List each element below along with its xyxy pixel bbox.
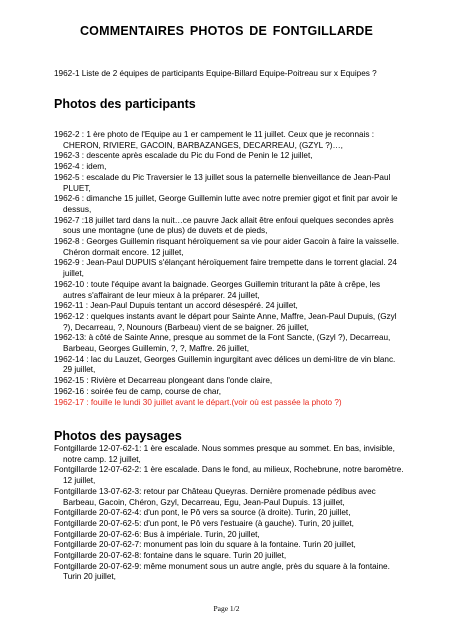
list-item: Fontgillarde 12-07-62-1: 1 ère escalade. Nous sommes presque au sommet. En bas, invisible, notre camp. 12 juillet, — [54, 444, 395, 464]
list-item: 1962-8 : Georges Guillemin risquant héroïquement sa vie pour aider Gacoin à faire la vaisselle. Chéron dormait encore. 12 juillet, — [54, 237, 399, 257]
list-item: 1962-5 : escalade du Pic Traversier le 13 juillet sous la paternelle bienveillance de Jean-Paul PLUET, — [54, 172, 391, 193]
list-item: Fontgillarde 20-07-62-7: monument pas loin du square à la fontaine. Turin 20 juillet, — [54, 540, 356, 550]
list-item: 1962-11 : Jean-Paul Dupuis tentant un accord désespéré. 24 juillet, — [54, 301, 298, 311]
list-item: 1962-3 : descente après escalade du Pic du Fond de Penin le 12 juillet, — [54, 151, 313, 161]
section-heading-participants: Photos des participants — [54, 97, 196, 111]
list-item: 1962-4 : idem, — [54, 162, 107, 172]
list-item: Fontgillarde 20-07-62-5: d'un pont, le Pô vers l'estuaire (à gauche). Turin, 20 juillet, — [54, 518, 354, 528]
section-heading-landscapes: Photos des paysages — [54, 429, 182, 443]
list-item: 1962-13: à côté de Sainte Anne, presque au sommet de la Font Sancte, (Gzyl ?), Decarreau, Barbeau, Georges Guillemin, ?, ?, Maffre. 26 juillet, — [54, 333, 391, 354]
participants-list — [54, 130, 404, 408]
list-item: 1962-16 : soirée feu de camp, course de char, — [54, 386, 222, 396]
list-item: 1962-14 : lac du Lauzet, Georges Guillemin ingurgitant avec délices un demi-litre de vin blanc. 29 juillet, — [54, 354, 396, 375]
list-item: 1962-9 : Jean-Paul DUPUIS s'élançant héroïquement faire trempette dans le torrent glacial. 24 juillet, — [54, 258, 397, 279]
landscapes-list — [54, 444, 404, 583]
intro-paragraph: 1962-1 Liste de 2 équipes de participants Equipe-Billard Equipe-Poitreau sur x Equipes ? — [54, 69, 377, 78]
list-item: 1962-2 : 1 ère photo de l'Equipe au 1 er campement le 11 juillet. Ceux que je reconnais : CHERON, RIVIERE, GACOIN, BARBAZANGES, DECARREAU, (GZYL ?)…, — [54, 130, 375, 150]
list-item: Fontgillarde 20-07-62-8: fontaine dans le square. Turin 20 juillet, — [54, 551, 287, 561]
list-item-highlighted: 1962-17 : fouille le lundi 30 juillet avant le départ.(voir où est passée la photo ?) — [54, 397, 342, 407]
list-item: 1962-15 : Rivière et Decarreau plongeant dans l'onde claire, — [54, 376, 273, 386]
list-item: 1962-12 : quelques instants avant le départ pour Sainte Anne, Maffre, Jean-Paul Dupuis, (Gzyl ?), Decarreau, ?, Nounours (Barbeau) vient de se baigner. 26 juillet, — [54, 311, 397, 332]
list-item: Fontgillarde 20-07-62-6: Bus à impériale. Turin, 20 juillet, — [54, 529, 260, 539]
list-item: Fontgillarde 13-07-62-3: retour par Château Queyras. Dernière promenade pédibus avec Barbeau, Gacoin, Chéron, Gzyl, Decarreau, Egu, Jean-Paul Dupuis. 13 juillet, — [54, 486, 376, 507]
list-item: Fontgillarde 20-07-62-9: même monument sous un autre angle, près du square à la fontaine. Turin 20 juillet, — [54, 561, 390, 582]
list-item: 1962-10 : toute l'équipe avant la baignade. Georges Guillemin triturant la pâte à crêpe, les autres s'affairant de leur mieux à la préparer. 24 juillet, — [54, 279, 381, 300]
list-item: 1962-7 :18 juillet tard dans la nuit…ce pauvre Jack allait être enfoui quelques secondes après sous une montagne (une de plus) de duvets et de pieds, — [54, 215, 394, 236]
document-title: COMMENTAIRES PHOTOS DE FONTGILLARDE — [79, 24, 374, 38]
list-item: Fontgillarde 12-07-62-2: 1 ère escalade. Dans le fond, au milieux, Rochebrune, notre baromètre. 12 juillet, — [54, 465, 404, 486]
page-number: Page 1/2 — [213, 604, 240, 613]
list-item: Fontgillarde 20-07-62-4: d'un pont, le Pô vers sa source (à droite). Turin, 20 juillet, — [54, 508, 351, 518]
list-item: 1962-6 : dimanche 15 juillet, George Guillemin lutte avec notre premier gigot et finit par avoir le dessus, — [54, 194, 398, 214]
